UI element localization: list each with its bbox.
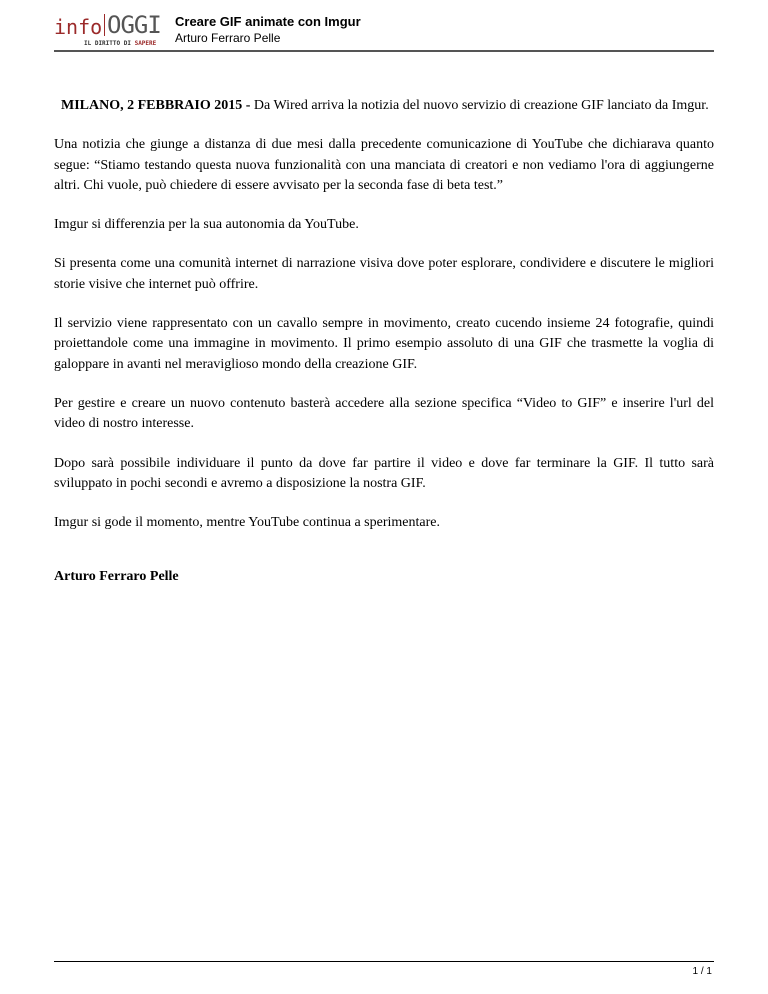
article-body [54, 96, 714, 607]
paragraph: Il servizio viene rappresentato con un cavallo sempre in movimento, creato cucendo insieme 24 fotografie, quindi proiettandole come una immagine in movimento. Il primo esempio assoluto di una GIF che trasmette la voglia di galoppare in avanti nel meraviglioso mondo della creazione GIF. [54, 316, 714, 372]
logo-oggi: OGGI [107, 11, 161, 39]
page-number: 1 / 1 [692, 966, 712, 977]
logo-info: info [54, 15, 103, 39]
header-author: Arturo Ferraro Pelle [175, 31, 281, 45]
infooggi-logo [54, 12, 166, 50]
footer-divider [54, 961, 714, 962]
paragraph: Una notizia che giunge a distanza di due mesi dalla precedente comunicazione di YouTube che dichiarava quanto segue: “Stiamo testando questa nuova funzionalità con una manciata di creatori e non vediamo l'ora di aggiungerne altri. Chi vuole, può chiedere di essere avvisato per la seconda fase di beta test.” [54, 137, 714, 193]
signature: Arturo Ferraro Pelle [54, 569, 179, 585]
header-title: Creare GIF animate con Imgur [175, 14, 361, 29]
paragraph: Si presenta come una comunità internet di narrazione visiva dove poter esplorare, condividere e discutere le migliori storie visive che internet può offrire. [54, 256, 714, 292]
paragraph: Dopo sarà possibile individuare il punto da dove far partire il video e dove far terminare la GIF. Il tutto sarà sviluppato in pochi secondi e avremo a disposizione la nostra GIF. [54, 455, 714, 491]
paragraph: Imgur si gode il momento, mentre YouTube continua a sperimentare. [54, 515, 440, 531]
paragraph-text: Da Wired arriva la notizia del nuovo servizio di creazione GIF lanciato da Imgur. [253, 98, 709, 113]
logo-tagline: IL DIRITTO DI SAPERE [84, 40, 157, 47]
paragraph [54, 96, 714, 116]
paragraph: Per gestire e creare un nuovo contenuto basterà accedere alla sezione specifica “Video to GIF” e inserire l'url del video di nostro interesse. [54, 395, 714, 432]
header-divider [54, 50, 714, 52]
logo-separator [104, 14, 105, 36]
dateline: MILANO, 2 FEBBRAIO 2015 - [61, 98, 251, 113]
paragraph: Imgur si differenzia per la sua autonomia da YouTube. [54, 217, 359, 233]
